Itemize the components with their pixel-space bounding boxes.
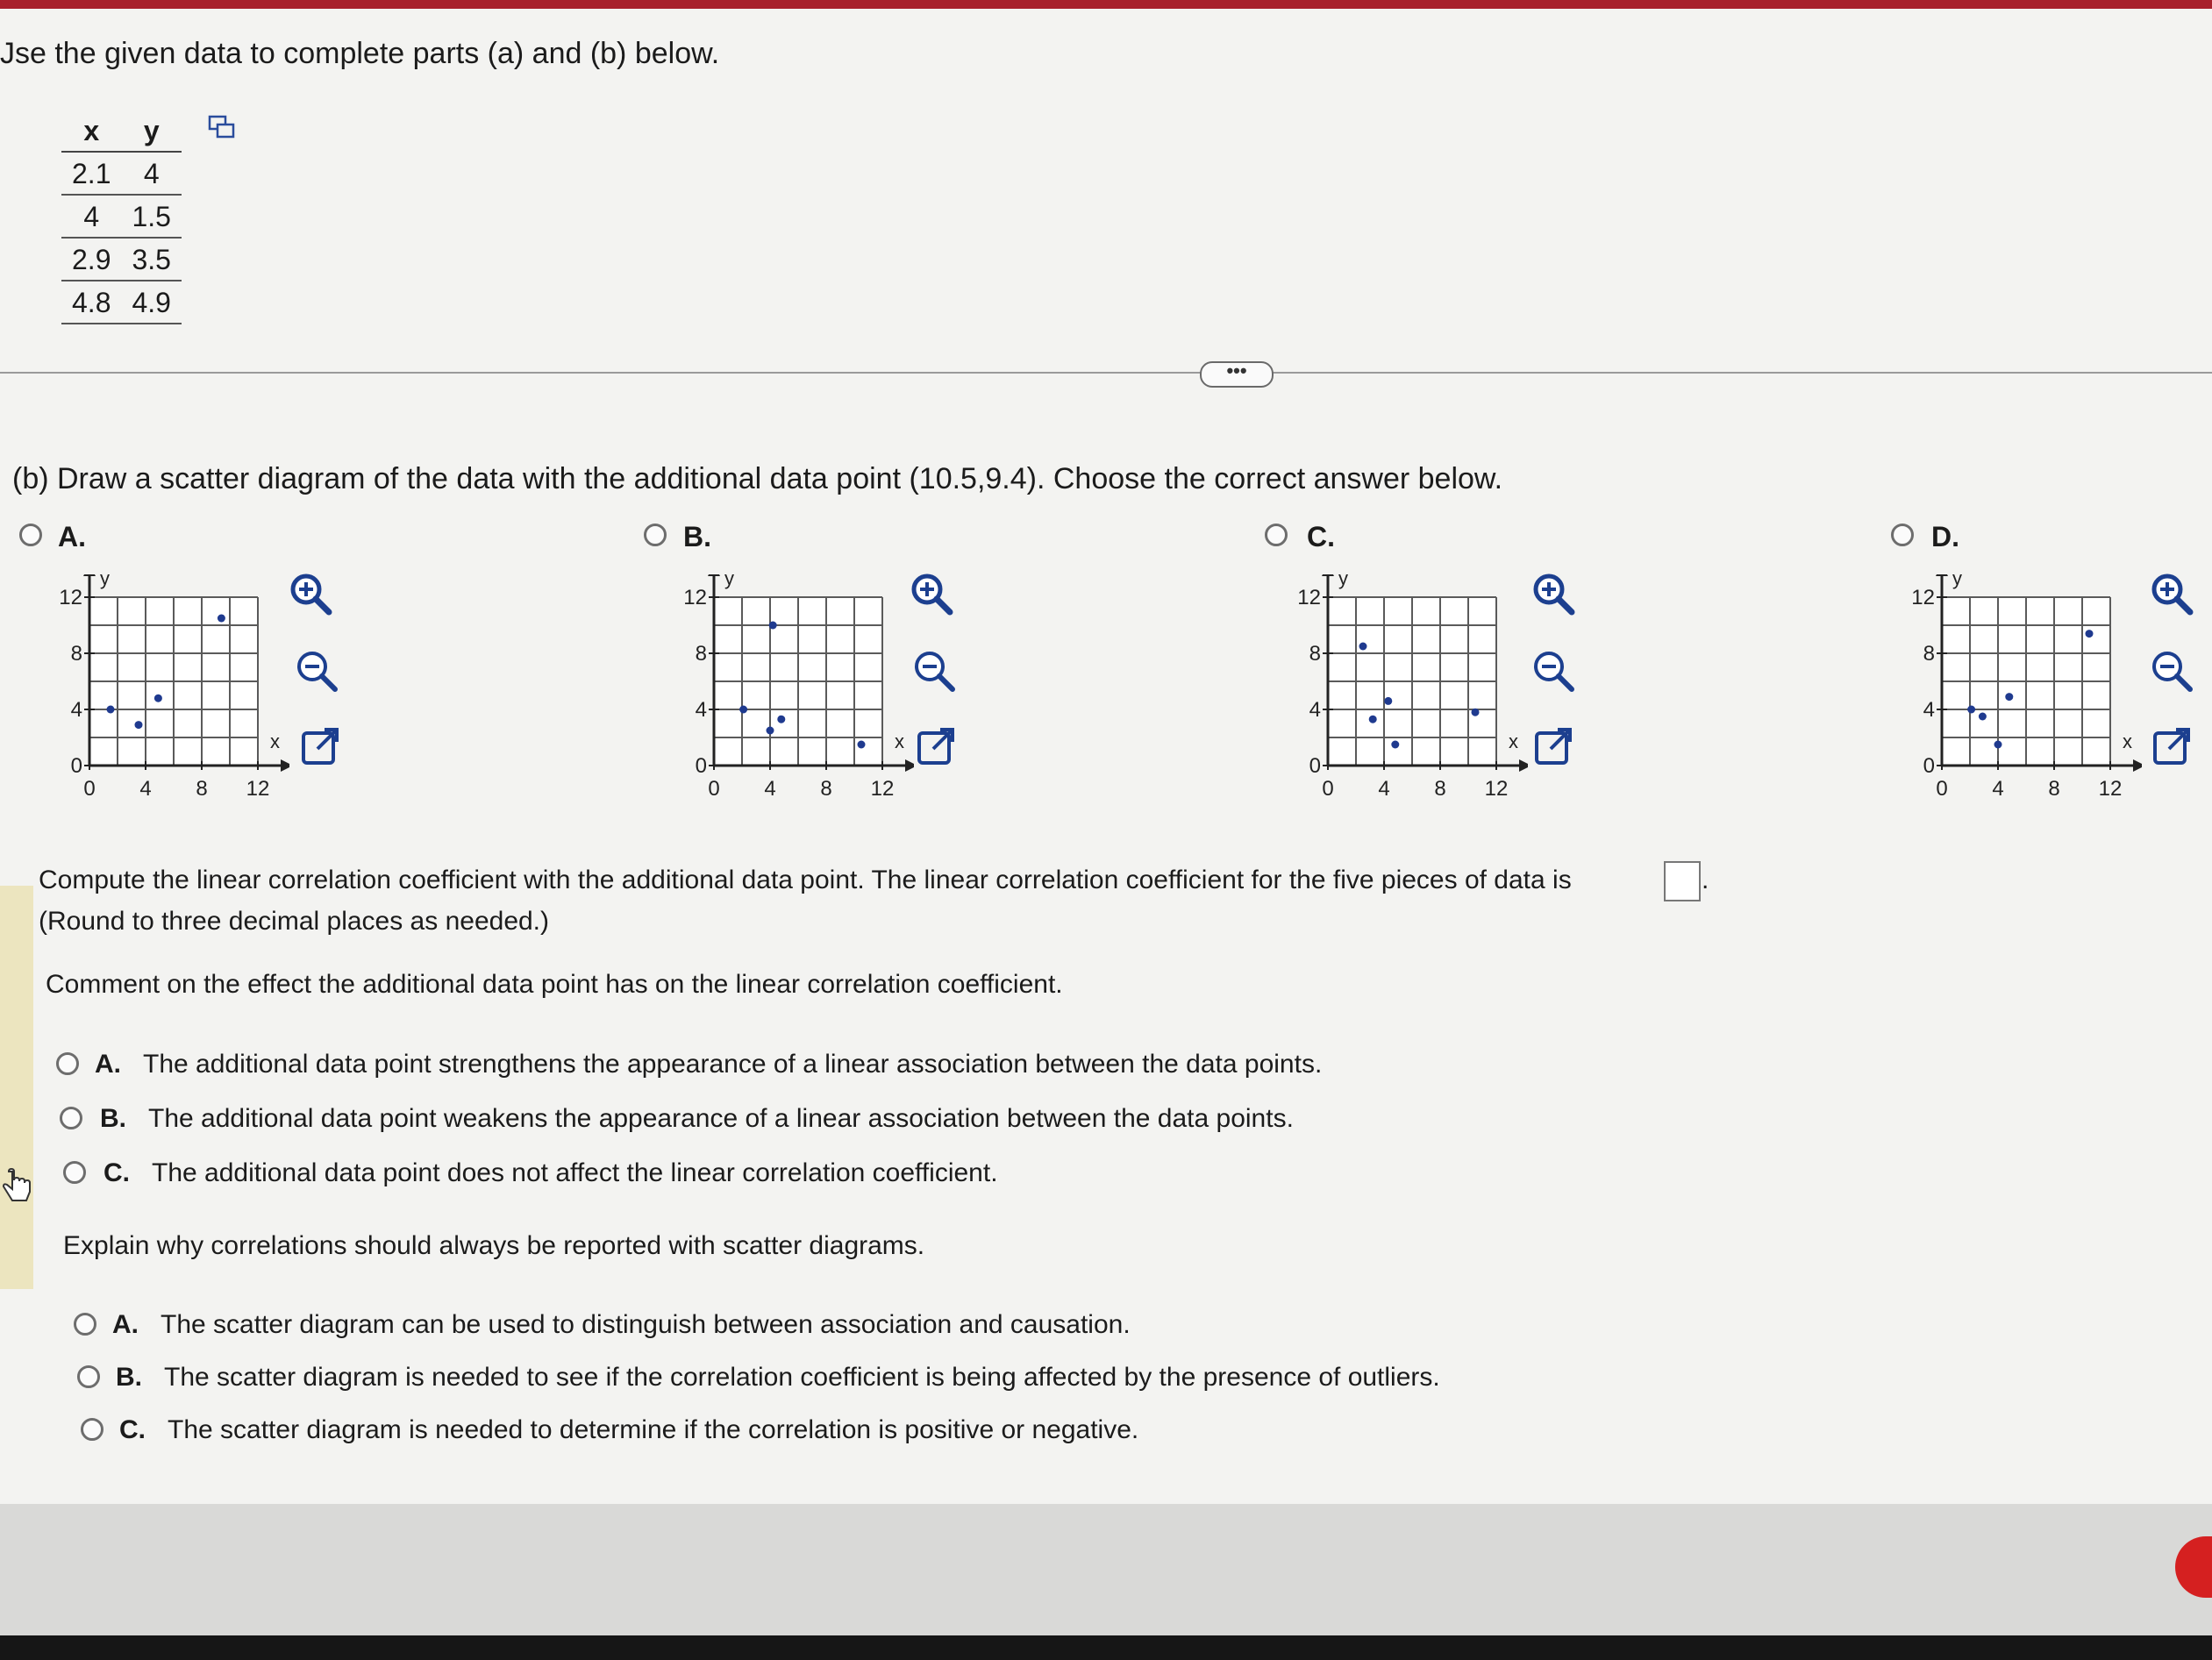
zoom-out-icon[interactable] bbox=[1528, 645, 1581, 698]
x-axis-label: x bbox=[270, 730, 280, 752]
zoom-in-icon[interactable] bbox=[906, 568, 959, 621]
y-tick-label: 4 bbox=[70, 698, 82, 722]
scatter-graph-c bbox=[1265, 574, 1528, 820]
part-b-question: (b) Draw a scatter diagram of the data with the additional data point (10.5,9.4). Choose the correct answer below. bbox=[12, 462, 1503, 495]
scatter-point bbox=[218, 615, 225, 623]
y-axis-arrow bbox=[83, 574, 96, 576]
scatter-point bbox=[767, 727, 774, 735]
x-tick-label: 12 bbox=[870, 777, 895, 801]
radio-graph-d[interactable] bbox=[1891, 524, 1914, 546]
x-tick-label: 12 bbox=[1484, 777, 1509, 801]
scatter-point bbox=[1967, 706, 1975, 714]
table-cell: 2.1 bbox=[61, 152, 121, 195]
section-divider bbox=[0, 372, 2212, 374]
x-axis-arrow bbox=[1519, 759, 1528, 772]
x-axis-label: x bbox=[895, 730, 904, 752]
x-axis-arrow bbox=[281, 759, 289, 772]
y-tick-label: 12 bbox=[1911, 586, 1935, 609]
page-footer-area bbox=[0, 1504, 2212, 1635]
y-tick-label: 8 bbox=[70, 642, 82, 666]
table-header-x: x bbox=[61, 110, 121, 152]
x-tick-label: 0 bbox=[83, 777, 96, 801]
option-letter: C. bbox=[103, 1158, 130, 1187]
x-tick-label: 8 bbox=[2048, 777, 2060, 801]
y-axis-arrow bbox=[1322, 574, 1334, 576]
data-table bbox=[61, 110, 182, 324]
option-letter-b: B. bbox=[683, 521, 711, 552]
y-tick-label: 4 bbox=[1923, 698, 1935, 722]
zoom-out-icon[interactable] bbox=[2146, 645, 2199, 698]
y-axis-arrow bbox=[1936, 574, 1948, 576]
scatter-point bbox=[1391, 741, 1399, 749]
side-highlight bbox=[0, 886, 33, 1289]
x-axis-label: x bbox=[2123, 730, 2132, 752]
explain-option-b-text[interactable]: The scatter diagram is needed to see if the correlation coefficient is being affected by the presence of outliers. bbox=[164, 1363, 1440, 1392]
zoom-in-icon[interactable] bbox=[285, 568, 338, 621]
y-tick-label: 12 bbox=[1297, 586, 1321, 609]
option-letter-c: C. bbox=[1307, 521, 1335, 552]
y-tick-label: 0 bbox=[1923, 754, 1935, 778]
x-axis-arrow bbox=[2133, 759, 2142, 772]
zoom-out-icon[interactable] bbox=[291, 645, 344, 698]
scatter-point bbox=[1384, 697, 1392, 705]
scatter-point bbox=[769, 622, 777, 630]
scatter-point bbox=[739, 706, 747, 714]
scatter-point bbox=[154, 695, 162, 702]
x-tick-label: 4 bbox=[139, 777, 152, 801]
option-letter: C. bbox=[119, 1415, 146, 1444]
option-letter: B. bbox=[116, 1363, 142, 1392]
table-cell: 3.5 bbox=[121, 238, 181, 281]
y-tick-label: 4 bbox=[1309, 698, 1321, 722]
option-letter: A. bbox=[112, 1310, 139, 1339]
correlation-answer-input[interactable] bbox=[1664, 861, 1701, 901]
round-note: (Round to three decimal places as needed.) bbox=[39, 907, 550, 936]
y-tick-label: 8 bbox=[1309, 642, 1321, 666]
y-tick-label: 8 bbox=[695, 642, 707, 666]
popout-icon[interactable] bbox=[295, 721, 347, 773]
copy-table-icon[interactable] bbox=[207, 114, 237, 140]
x-tick-label: 8 bbox=[820, 777, 832, 801]
x-tick-label: 4 bbox=[1378, 777, 1390, 801]
y-axis-label: y bbox=[724, 574, 734, 589]
correlation-period: . bbox=[1702, 866, 1709, 894]
option-letter: A. bbox=[95, 1050, 121, 1079]
radio-effect-c[interactable] bbox=[63, 1161, 86, 1184]
radio-explain-a[interactable] bbox=[74, 1313, 96, 1336]
scatter-point bbox=[858, 741, 866, 749]
x-tick-label: 12 bbox=[2098, 777, 2123, 801]
x-tick-label: 0 bbox=[1322, 777, 1334, 801]
y-axis-label: y bbox=[100, 574, 110, 589]
popout-icon[interactable] bbox=[910, 721, 963, 773]
x-tick-label: 0 bbox=[1936, 777, 1948, 801]
table-header-y: y bbox=[121, 110, 181, 152]
scatter-graph-a bbox=[26, 574, 289, 820]
popout-icon[interactable] bbox=[2146, 721, 2199, 773]
x-tick-label: 8 bbox=[1434, 777, 1446, 801]
y-axis-arrow bbox=[708, 574, 720, 576]
x-tick-label: 4 bbox=[764, 777, 776, 801]
zoom-out-icon[interactable] bbox=[909, 645, 961, 698]
option-letter-d: D. bbox=[1931, 521, 1959, 552]
zoom-in-icon[interactable] bbox=[1528, 568, 1581, 621]
effect-option-b-text[interactable]: The additional data point weakens the appearance of a linear association between the data points. bbox=[148, 1104, 1294, 1133]
y-axis-label: y bbox=[1952, 574, 1962, 589]
radio-effect-a[interactable] bbox=[56, 1052, 79, 1075]
y-axis-label: y bbox=[1338, 574, 1348, 589]
hand-cursor-icon bbox=[0, 1168, 35, 1207]
scatter-point bbox=[1994, 741, 2002, 749]
top-accent-bar bbox=[0, 0, 2212, 9]
x-tick-label: 8 bbox=[196, 777, 208, 801]
table-row bbox=[61, 195, 182, 238]
option-letter: B. bbox=[100, 1104, 126, 1133]
radio-graph-c[interactable] bbox=[1265, 524, 1288, 546]
option-letter-a: A. bbox=[58, 521, 86, 552]
scatter-point bbox=[777, 716, 785, 723]
scatter-point bbox=[1472, 709, 1480, 716]
y-tick-label: 0 bbox=[70, 754, 82, 778]
radio-explain-c[interactable] bbox=[81, 1418, 103, 1441]
scatter-point bbox=[1979, 713, 1987, 721]
x-tick-label: 12 bbox=[246, 777, 270, 801]
scatter-point bbox=[2086, 630, 2094, 638]
popout-icon[interactable] bbox=[1528, 721, 1581, 773]
table-cell: 4.9 bbox=[121, 281, 181, 324]
screen-bezel bbox=[0, 1635, 2212, 1660]
y-tick-label: 12 bbox=[683, 586, 707, 609]
table-row bbox=[61, 281, 182, 324]
effect-option-c-text[interactable]: The additional data point does not affect the linear correlation coefficient. bbox=[152, 1158, 998, 1187]
scatter-point bbox=[135, 721, 143, 729]
y-tick-label: 8 bbox=[1923, 642, 1935, 666]
explain-option-a-text[interactable]: The scatter diagram can be used to distinguish between association and causation. bbox=[161, 1310, 1131, 1339]
x-axis-label: x bbox=[1509, 730, 1518, 752]
scatter-point bbox=[1369, 716, 1377, 723]
scatter-point bbox=[1359, 643, 1367, 651]
scatter-graph-d bbox=[1879, 574, 2142, 820]
x-tick-label: 4 bbox=[1992, 777, 2004, 801]
expand-more-button[interactable]: ••• bbox=[1200, 361, 1274, 388]
y-tick-label: 0 bbox=[1309, 754, 1321, 778]
table-cell: 4 bbox=[121, 152, 181, 195]
table-cell: 4.8 bbox=[61, 281, 121, 324]
table-row bbox=[61, 238, 182, 281]
scatter-point bbox=[2005, 693, 2013, 701]
correlation-prompt: Compute the linear correlation coefficient with the additional data point. The linear correlation coefficient for the five pieces of data is bbox=[39, 866, 1572, 894]
radio-graph-a[interactable] bbox=[19, 524, 42, 546]
table-row bbox=[61, 152, 182, 195]
radio-effect-b[interactable] bbox=[60, 1107, 82, 1129]
table-cell: 1.5 bbox=[121, 195, 181, 238]
y-tick-label: 12 bbox=[59, 586, 82, 609]
instructions-text: Jse the given data to complete parts (a) and (b) below. bbox=[0, 37, 720, 70]
x-tick-label: 0 bbox=[708, 777, 720, 801]
y-tick-label: 0 bbox=[695, 754, 707, 778]
table-cell: 4 bbox=[61, 195, 121, 238]
effect-prompt: Comment on the effect the additional data point has on the linear correlation coefficient. bbox=[46, 970, 1063, 999]
table-cell: 2.9 bbox=[61, 238, 121, 281]
y-tick-label: 4 bbox=[695, 698, 707, 722]
effect-option-a-text[interactable]: The additional data point strengthens the appearance of a linear association between the data points. bbox=[143, 1050, 1323, 1079]
explain-prompt: Explain why correlations should always be reported with scatter diagrams. bbox=[63, 1231, 925, 1260]
zoom-in-icon[interactable] bbox=[2146, 568, 2199, 621]
scatter-point bbox=[107, 706, 115, 714]
explain-option-c-text[interactable]: The scatter diagram is needed to determine if the correlation is positive or negative. bbox=[168, 1415, 1139, 1444]
radio-explain-b[interactable] bbox=[77, 1365, 100, 1388]
radio-graph-b[interactable] bbox=[644, 524, 667, 546]
scatter-graph-b bbox=[651, 574, 914, 820]
